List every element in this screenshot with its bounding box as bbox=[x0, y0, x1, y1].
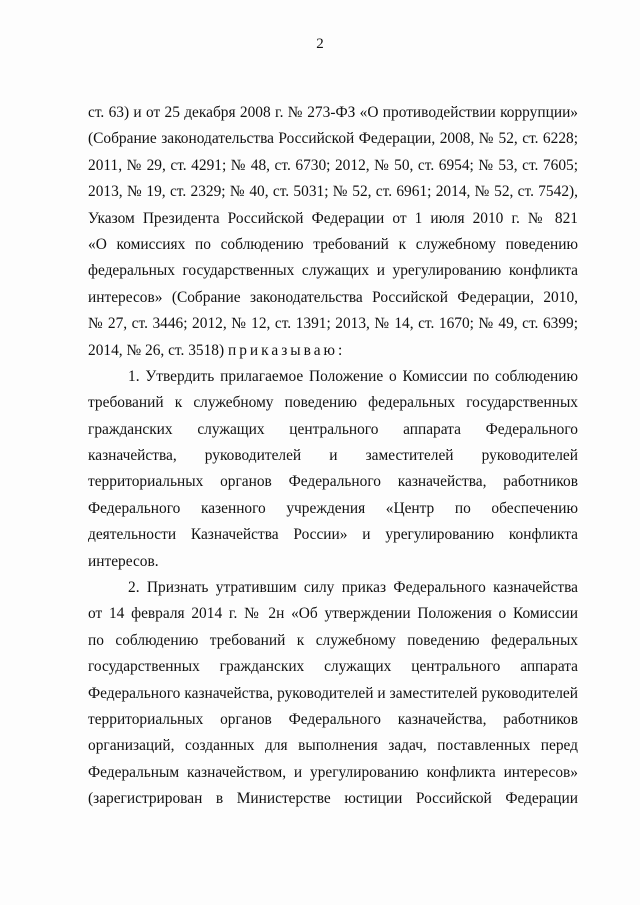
page-number: 2 bbox=[316, 36, 324, 52]
text-line: 2013, № 19, ст. 2329; № 40, ст. 5031; № 52, ст. 6961; 2014, № 52, ст. 7542), bbox=[88, 183, 578, 201]
text-line: по соблюдению требований к служебному поведению федеральных bbox=[88, 631, 578, 649]
text-line: от 14 февраля 2014 г. № 2н «Об утверждении Положения о Комиссии bbox=[88, 605, 578, 623]
text-line: (Собрание законодательства Российской Федерации, 2008, № 52, ст. 6228; bbox=[88, 130, 578, 148]
order-word: приказываю: bbox=[227, 341, 346, 359]
text-line: ст. 63) и от 25 декабря 2008 г. № 273-ФЗ «О противодействии коррупции» bbox=[88, 104, 578, 121]
text-line: федеральных государственных служащих и урегулированию конфликта bbox=[88, 262, 578, 280]
paragraph-2-start: 2. Признать утратившим силу приказ Федерального казначейства bbox=[128, 579, 578, 597]
text-line: интересов» (Собрание законодательства Российской Федерации, 2010, bbox=[88, 288, 578, 306]
text-line: «О комиссиях по соблюдению требований к служебному поведению bbox=[88, 235, 578, 253]
document-body bbox=[88, 100, 578, 813]
text-line: 2011, № 29, ст. 4291; № 48, ст. 6730; 2012, № 50, ст. 6954; № 53, ст. 7605; bbox=[88, 156, 578, 174]
text-line: казначейства, руководителей и заместителей руководителей bbox=[88, 447, 578, 465]
text-line: государственных гражданских служащих центрального аппарата bbox=[88, 658, 578, 676]
text-line: организаций, созданных для выполнения задач, поставленных перед bbox=[88, 737, 578, 755]
text-line: территориальных органов Федерального казначейства, работников bbox=[88, 710, 578, 728]
text-line: Федерального казенного учреждения «Центр по обеспечению bbox=[88, 499, 578, 517]
text-line: гражданских служащих центрального аппарата Федерального bbox=[88, 420, 578, 438]
text-line: Указом Президента Российской Федерации от 1 июля 2010 г. № 821 bbox=[88, 209, 578, 227]
text-line: Федеральным казначейством, и урегулированию конфликта интересов» bbox=[88, 763, 578, 781]
text-line: деятельности Казначейства России» и урегулированию конфликта bbox=[88, 526, 578, 544]
text-line: № 27, ст. 3446; 2012, № 12, ст. 1391; 2013, № 14, ст. 1670; № 49, ст. 6399; bbox=[88, 315, 578, 333]
text-line: территориальных органов Федерального казначейства, работников bbox=[88, 473, 578, 491]
text-line: требований к служебному поведению федеральных государственных bbox=[88, 394, 578, 412]
paragraph-1-end: интересов. bbox=[88, 552, 159, 570]
text-line: 2014, № 26, ст. 3518) bbox=[88, 341, 225, 359]
text-line: Федерального казначейства, руководителей и заместителей руководителей bbox=[88, 684, 578, 702]
text-line: (зарегистрирован в Министерстве юстиции Российской Федерации bbox=[88, 790, 578, 808]
paragraph-1-start: 1. Утвердить прилагаемое Положение о Комиссии по соблюдению bbox=[128, 367, 578, 385]
text-line-order bbox=[88, 338, 578, 364]
